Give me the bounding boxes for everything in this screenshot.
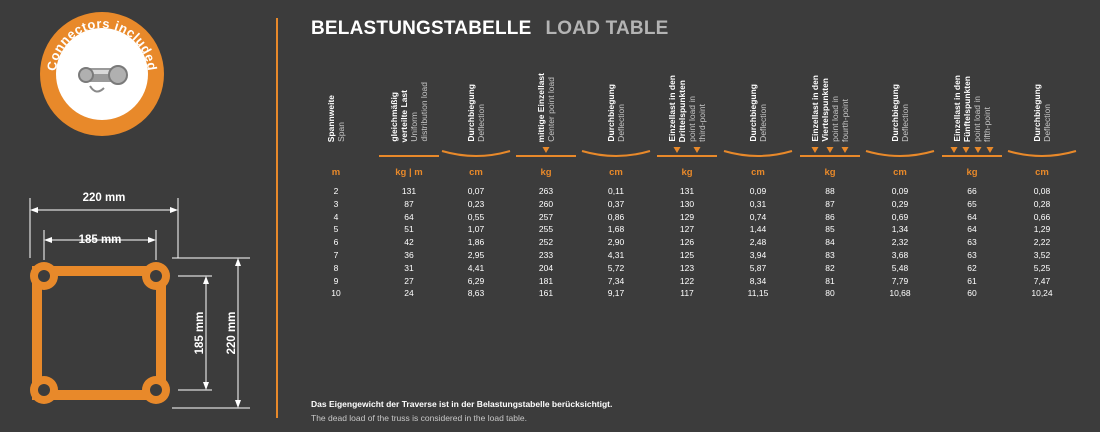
header-label-english: point load in — [687, 96, 697, 142]
table-cell: 0,69 — [891, 211, 909, 222]
header-label-german: Durchbiegung — [606, 84, 616, 142]
table-cell: 125 — [679, 249, 695, 260]
load-bar-icon — [932, 145, 1012, 161]
table-cell: 127 — [679, 224, 695, 235]
table-cell: 7,79 — [891, 275, 909, 286]
header-label-german: Durchbiegung — [748, 84, 758, 142]
table-cell: 117 — [680, 288, 694, 299]
header-label-german: Einzellast in den — [810, 75, 820, 142]
column-values — [790, 185, 870, 300]
load-point-marker — [694, 147, 701, 153]
deflection-arc — [866, 151, 934, 156]
table-cell: 6,29 — [467, 275, 485, 286]
table-cell: 129 — [679, 211, 695, 222]
column-unit: kg | m — [395, 167, 423, 178]
deflection-curve-icon — [860, 145, 940, 161]
table-cell: 252 — [538, 237, 554, 248]
column-values — [718, 185, 798, 300]
connectors-included-badge — [38, 10, 166, 138]
column-header — [436, 60, 516, 142]
table-cell: 3,52 — [1033, 249, 1051, 260]
table-cell: 204 — [538, 262, 554, 273]
table-cell: 2,90 — [607, 237, 625, 248]
table-cell: 63 — [967, 237, 977, 248]
table-cell: 82 — [825, 262, 835, 273]
header-label-english: fifth-point — [982, 107, 992, 142]
column-unit: m — [331, 167, 341, 178]
column-header — [647, 60, 727, 142]
column-unit: kg — [681, 167, 693, 178]
table-cell: 0,86 — [607, 211, 625, 222]
column-header — [296, 60, 376, 142]
column-values — [436, 185, 516, 300]
table-cell: 161 — [538, 288, 554, 299]
table-cell: 1,44 — [749, 224, 767, 235]
column-values — [1002, 185, 1082, 300]
table-cell: 0,09 — [749, 186, 767, 196]
badge-text: Connectors included — [43, 15, 160, 72]
load-point-marker — [812, 147, 819, 153]
table-cell: 64 — [967, 211, 977, 222]
table-cell: 84 — [825, 237, 835, 248]
header-label-english: Span — [336, 122, 346, 142]
table-cell: 0,23 — [467, 198, 485, 209]
table-cell: 5,72 — [607, 262, 625, 273]
table-cell: 123 — [679, 262, 695, 273]
table-cell: 65 — [967, 198, 977, 209]
column-header — [860, 60, 940, 142]
header-label-english: Deflection — [758, 104, 768, 142]
table-cell: 85 — [825, 224, 835, 235]
outer-width-label: 220 mm — [82, 192, 126, 204]
column-unit: kg — [540, 167, 552, 178]
table-cell: 131 — [401, 186, 417, 196]
table-cell: 0,31 — [749, 198, 767, 209]
table-cell: 2,22 — [1033, 237, 1051, 248]
deflection-curve-icon — [1002, 145, 1082, 161]
column-values — [647, 185, 727, 300]
table-cell: 66 — [967, 186, 977, 196]
table-cell: 31 — [404, 262, 414, 273]
header-label-german: verteilte Last — [399, 89, 409, 142]
load-point-marker — [987, 147, 994, 153]
table-cell: 8 — [333, 262, 339, 273]
table-cell: 5,87 — [749, 262, 767, 273]
load-point-marker — [975, 147, 982, 153]
table-cell: 0,37 — [607, 198, 625, 209]
load-point-marker — [543, 147, 550, 153]
header-label-german: Viertelspunkten — [820, 78, 830, 142]
column-header — [506, 60, 586, 142]
column-values — [932, 185, 1012, 300]
header-label-german: Durchbiegung — [466, 84, 476, 142]
header-label-english: Uniform — [409, 112, 419, 142]
table-cell: 9,17 — [607, 288, 625, 299]
table-cell: 8,63 — [467, 288, 485, 299]
header-label-english: Deflection — [900, 104, 910, 142]
header-label-english: third-point — [697, 104, 707, 142]
table-cell: 0,66 — [1033, 211, 1051, 222]
table-cell: 1,86 — [467, 237, 485, 248]
table-cell: 42 — [404, 237, 414, 248]
load-point-marker — [842, 147, 849, 153]
column-unit: cm — [609, 167, 623, 178]
vertical-divider — [276, 18, 278, 418]
header-label-german: Durchbiegung — [1032, 84, 1042, 142]
table-cell: 24 — [404, 288, 414, 299]
table-cell: 0,55 — [467, 211, 485, 222]
load-bar-icon — [647, 145, 727, 161]
header-label-german: Einzellast in den — [952, 75, 962, 142]
table-cell: 80 — [825, 288, 835, 299]
table-cell: 61 — [967, 275, 977, 286]
inner-height-label: 185 mm — [194, 311, 206, 355]
inner-width-label: 185 mm — [78, 234, 122, 246]
column-unit: kg — [824, 167, 836, 178]
column-header — [718, 60, 798, 142]
table-cell: 233 — [538, 249, 554, 260]
column-header — [790, 60, 870, 142]
table-cell: 1,29 — [1033, 224, 1051, 235]
header-label-english: Center point load — [546, 77, 556, 142]
table-cell: 4,31 — [607, 249, 625, 260]
load-bar-icon — [790, 145, 870, 161]
table-cell: 181 — [538, 275, 554, 286]
title-german: BELASTUNGSTABELLE — [311, 18, 532, 39]
truss-cross-section-diagram — [0, 170, 276, 427]
table-cell: 3 — [333, 198, 339, 209]
table-cell: 0,08 — [1033, 186, 1051, 196]
table-cell: 62 — [967, 262, 977, 273]
table-cell: 4 — [333, 211, 339, 222]
table-cell: 7 — [333, 249, 339, 260]
dimension-lines — [30, 198, 250, 408]
load-point-marker — [827, 147, 834, 153]
column-values — [296, 185, 376, 300]
truss-profile-shape — [30, 262, 170, 404]
table-cell: 64 — [404, 211, 414, 222]
deflection-curve-icon — [718, 145, 798, 161]
column-unit: cm — [893, 167, 907, 178]
table-cell: 63 — [967, 249, 977, 260]
column-header — [576, 60, 656, 142]
table-cell: 126 — [679, 237, 695, 248]
load-point-marker — [963, 147, 970, 153]
header-label-english: distribution load — [419, 82, 429, 142]
header-label-english: Deflection — [1042, 104, 1052, 142]
header-label-german: Fünftelspunkten — [962, 75, 972, 142]
header-label-english: point load in — [972, 96, 982, 142]
column-header — [1002, 60, 1082, 142]
dimension-arrowheads — [30, 207, 241, 408]
deflection-arc — [1008, 151, 1076, 156]
table-cell: 122 — [679, 275, 695, 286]
column-values — [576, 185, 656, 300]
header-label-german: Einzellast in den — [667, 75, 677, 142]
table-cell: 255 — [538, 224, 554, 235]
title-english: LOAD TABLE — [545, 18, 669, 39]
table-cell: 5 — [333, 224, 339, 235]
table-cell: 0,28 — [1033, 198, 1051, 209]
table-cell: 10,68 — [889, 288, 911, 299]
header-label-german: Drittelspunkten — [677, 79, 687, 142]
deflection-arc — [724, 151, 792, 156]
table-cell: 131 — [679, 186, 695, 196]
table-cell: 2,32 — [891, 237, 909, 248]
header-label-german: Durchbiegung — [890, 84, 900, 142]
table-cell: 83 — [825, 249, 835, 260]
table-cell: 1,68 — [607, 224, 625, 235]
deflection-arc — [582, 151, 650, 156]
table-cell: 2,48 — [749, 237, 767, 248]
header-label-english: Deflection — [616, 104, 626, 142]
note-german: Das Eigengewicht der Traverse ist in der Belastungstabelle berücksichtigt. — [311, 399, 613, 409]
table-cell: 257 — [538, 211, 554, 222]
table-cell: 3,94 — [749, 249, 767, 260]
column-values — [860, 185, 940, 300]
table-cell: 88 — [825, 186, 835, 196]
header-label-english: point load in — [830, 96, 840, 142]
column-unit: cm — [469, 167, 483, 178]
column-header — [932, 60, 1012, 142]
table-cell: 2 — [333, 186, 339, 196]
table-cell: 4,41 — [467, 262, 485, 273]
table-cell: 263 — [538, 186, 554, 196]
table-cell: 130 — [679, 198, 695, 209]
table-cell: 5,25 — [1033, 262, 1051, 273]
header-label-english: Deflection — [476, 104, 486, 142]
table-cell: 5,48 — [891, 262, 909, 273]
column-unit: kg — [966, 167, 978, 178]
table-cell: 36 — [404, 249, 414, 260]
load-bar-icon — [506, 145, 586, 161]
header-label-german: Spannweite — [326, 94, 336, 142]
table-cell: 10,24 — [1031, 288, 1053, 299]
table-cell: 10 — [331, 288, 341, 299]
table-cell: 1,07 — [467, 224, 485, 235]
page-title — [311, 18, 669, 40]
table-cell: 0,09 — [891, 186, 909, 196]
table-cell: 86 — [825, 211, 835, 222]
table-cell: 7,34 — [607, 275, 625, 286]
table-cell: 0,29 — [891, 198, 909, 209]
note-english: The dead load of the truss is considered in the load table. — [311, 413, 527, 423]
column-unit: cm — [1035, 167, 1049, 178]
table-cell: 87 — [404, 198, 414, 209]
table-cell: 0,74 — [749, 211, 767, 222]
table-cell: 260 — [538, 198, 554, 209]
load-point-marker — [674, 147, 681, 153]
table-cell: 8,34 — [749, 275, 767, 286]
table-cell: 51 — [404, 224, 414, 235]
table-cell: 6 — [333, 237, 339, 248]
deflection-arc — [442, 151, 510, 156]
table-cell: 9 — [333, 275, 339, 286]
column-unit: cm — [751, 167, 765, 178]
column-values — [506, 185, 586, 300]
table-cell: 0,11 — [608, 186, 624, 196]
table-cell: 11,15 — [747, 288, 769, 299]
load-point-marker — [951, 147, 958, 153]
deflection-curve-icon — [436, 145, 516, 161]
header-label-german: mittige Einzellast — [536, 72, 546, 142]
table-cell: 7,47 — [1033, 275, 1051, 286]
header-label-english: fourth-point — [840, 99, 850, 142]
table-cell: 27 — [404, 275, 414, 286]
table-cell: 1,34 — [891, 224, 909, 235]
deflection-curve-icon — [576, 145, 656, 161]
table-cell: 81 — [825, 275, 835, 286]
table-cell: 3,68 — [891, 249, 909, 260]
header-label-german: gleichmäßig — [389, 92, 399, 142]
table-cell: 64 — [967, 224, 977, 235]
table-cell: 0,07 — [467, 186, 485, 196]
table-cell: 2,95 — [467, 249, 485, 260]
table-cell: 60 — [967, 288, 977, 299]
table-cell: 87 — [825, 198, 835, 209]
outer-height-label: 220 mm — [226, 311, 238, 355]
